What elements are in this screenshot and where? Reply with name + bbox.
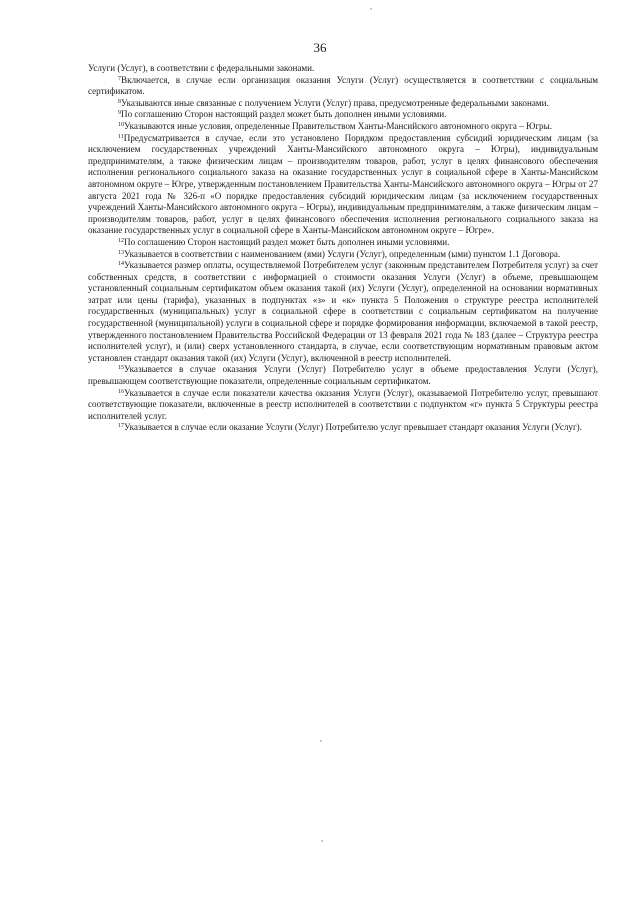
footnote-mark: 9 <box>118 110 121 117</box>
footnotes-block <box>88 63 598 434</box>
footnote-mark: 10 <box>118 121 124 128</box>
footnote-text: Указывается в случае если показатели качества оказания Услуги (Услуг), оказываемой Потребителю услуг, превышают соответствующие показатели, включенные в реестр исполнителей в соответствии с подпунктом «г» пункта 5 Структуры реестра исполнителей услуг. <box>88 387 598 421</box>
footnote-mark: 14 <box>118 261 124 268</box>
footnote-text: По соглашению Сторон настоящий раздел может быть дополнен иными условиями. <box>124 236 450 247</box>
footnote-mark: 7 <box>118 75 121 82</box>
footnote-text: Включается, в случае если организация оказания Услуги (Услуг) осуществляется в соответствии с социальным сертификатом. <box>88 74 598 97</box>
footnote-mark: 17 <box>118 423 124 430</box>
footnote-text: По соглашению Сторон настоящий раздел может быть дополнен иными условиями. <box>121 109 447 120</box>
footnote-8 <box>88 98 598 110</box>
footnote-mark: 8 <box>118 98 121 105</box>
footnote-text: Указываются иные условия, определенные Правительством Ханты-Мансийского автономного округа – Югры. <box>124 120 552 131</box>
footnote-mark: 15 <box>118 365 124 372</box>
footnote-9 <box>88 109 598 121</box>
footnote-17 <box>88 422 598 434</box>
footnote-14 <box>88 260 598 364</box>
footnote-7 <box>88 75 598 98</box>
footnote-mark: 11 <box>118 133 124 140</box>
footnote-10 <box>88 121 598 133</box>
page-number: 36 <box>313 40 327 55</box>
footnote-text: Указывается в случае если оказание Услуги (Услуг) Потребителю услуг превышает стандарт оказания Услуги (Услуг). <box>124 422 582 433</box>
footnote-13 <box>88 249 598 261</box>
footnote-mark: 12 <box>118 237 124 244</box>
footnote-12 <box>88 237 598 249</box>
footnote-text: Указывается в соответствии с наименованием (ями) Услуги (Услуг), определенным (ыми) пунктом 1.1 Договора. <box>124 248 561 259</box>
footnote-16 <box>88 388 598 423</box>
footnote-mark: 16 <box>118 388 124 395</box>
footnote-text: Указывается размер оплаты, осуществляемой Потребителем услуг (законным представителем Потребителя услуг) за счет собственных средств, в соответствии с информацией о стоимости оказания Услуги (Услуг) в объеме, превышающем установленный социальным сертификатом объем оказания такой (их) Услуги (Услуг), определенной на основании нормативных затрат или цены (тарифа), указанных в подпунктах «з» и «к» пункта 5 Положения о структуре реестра исполнителей государственных (муниципальных) услуг в социальной сфере в соответствии с социальным сертификатом на получение государственной (муниципальной) услуги в социальной сфере и порядке формирования информации, включаемой в такой реестр, утвержденного постановлением Правительства Российской Федерации от 13 февраля 2021 года № 183 (далее – Структура реестра исполнителей услуг), и (или) сверх установленного стандарта, в случае, если соответствующим нормативным правовым актом установлен стандарт оказания такой (их) Услуги (Услуг), включенной в реестр исполнителей. <box>88 260 598 363</box>
footnote-text: Предусматривается в случае, если это установлено Порядком предоставления субсидий юридическим лицам (за исключением государственных учреждений Ханты-Мансийского автономного округа – Югры), индивидуальным предпринимателям, а также физическим лицам – производителям товаров, работ, услуг в целях финансового обеспечения исполнения регионального социального заказа на оказание государственных услуг в социальной сфере в Ханты-Мансийском автономном округе – Югре, утвержденным постановлением Правительства Ханты-Мансийского автономного округа – Югры от 27 августа 2021 года № 326-п «О порядке предоставления субсидий юридическим лицам (за исключением государственных учреждений Ханты-Мансийского автономного округа – Югры), индивидуальным предпринимателям, а также физическим лицам – производителям товаров, работ, услуг в целях финансового обеспечения исполнения регионального социального заказа на оказание государственных услуг в социальной сфере в Ханты-Мансийском автономном округе – Югре». <box>88 132 598 236</box>
footnote-15 <box>88 364 598 387</box>
footnote-11 <box>88 133 598 237</box>
scan-speck <box>320 740 322 742</box>
scan-speck <box>321 840 323 842</box>
footnote-text: Указываются иные связанные с получением Услуги (Услуг) права, предусмотренные федеральными законами. <box>121 97 549 108</box>
scan-speck <box>370 8 372 10</box>
footnote-text: Указывается в случае оказания Услуги (Услуг) Потребителю услуг в объеме предоставления Услуги (Услуг), превышающем соответствующие показатели, определенные социальным сертификатом. <box>88 364 598 387</box>
footnote-mark: 13 <box>118 249 124 256</box>
footnote-continuation: Услуги (Услуг), в соответствии с федеральными законами. <box>88 63 315 73</box>
